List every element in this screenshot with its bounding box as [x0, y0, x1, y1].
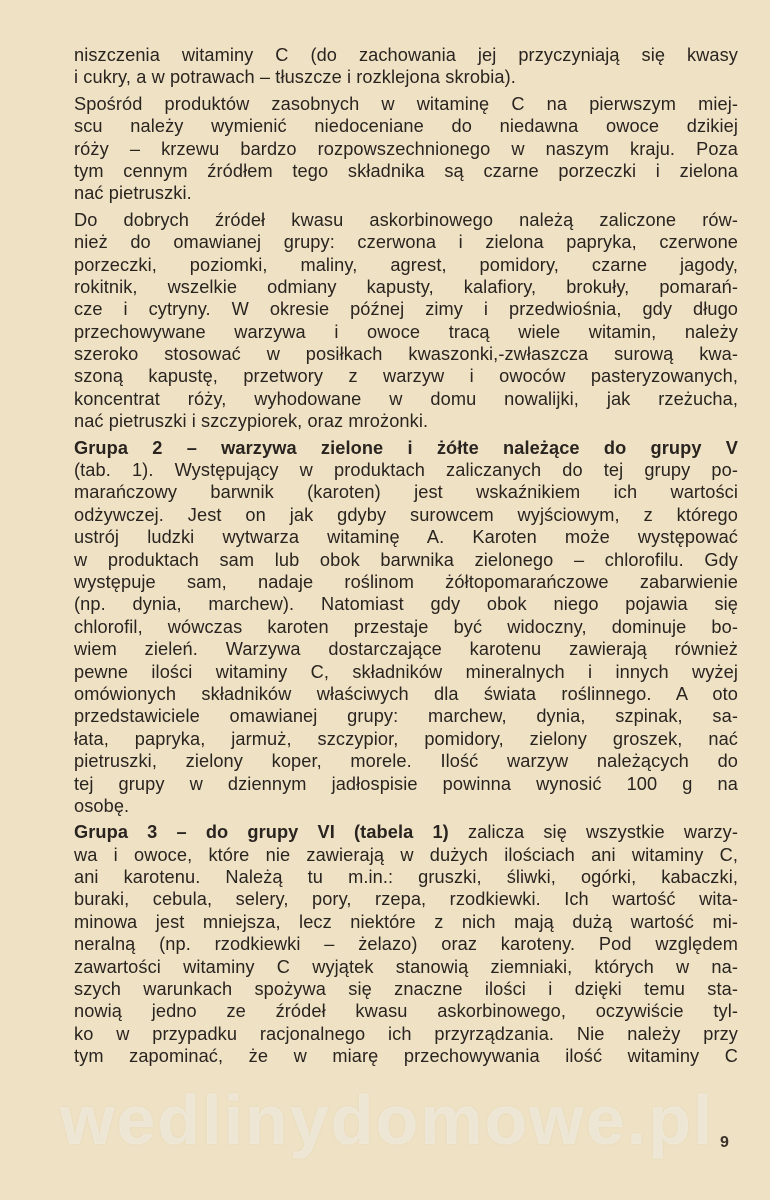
text-line: chlorofil, wówczas karoten przestaje być widoczny, dominuje bo-	[74, 616, 738, 637]
page-body	[74, 44, 738, 1072]
text-line: pietruszki, zielony koper, morele. Ilość warzyw należących do	[74, 751, 738, 772]
text-line: ustrój ludzki wytwarza witaminę A. Karoten może występować	[74, 527, 738, 548]
section-heading-line	[74, 821, 738, 843]
paragraph-2	[74, 93, 738, 205]
text-line: występuje sam, nadaje roślinom żółtopomarańczowe zabarwienie	[74, 571, 738, 592]
text-line: (np. dynia, marchew). Natomiast gdy obok niego pojawia się	[74, 594, 738, 615]
text-line: tym zapominać, że w miarę przechowywania ilość witaminy C	[74, 1046, 738, 1067]
section-group-3	[74, 821, 738, 1067]
text-line: róży – krzewu bardzo rozpowszechnionego w naszym kraju. Poza	[74, 138, 738, 159]
paragraph-1	[74, 44, 738, 89]
text-line: koncentrat róży, wyhodowane w domu nowalijki, jak rzeżucha,	[74, 388, 738, 409]
text-line: porzeczki, poziomki, maliny, agrest, pomidory, czarne jagody,	[74, 254, 738, 275]
text-line: nać pietruszki i szczypiorek, oraz mrożonki.	[74, 411, 429, 432]
text-line: ko w przypadku racjonalnego ich przyrządzania. Nie należy przy	[74, 1023, 738, 1044]
text-line: neralną (np. rzodkiewki – żelazo) oraz karoteny. Pod względem	[74, 934, 738, 955]
text-line: (tab. 1). Występujący w produktach zaliczanych do tej grupy po-	[74, 460, 738, 481]
text-line: tym cennym źródłem tego składnika są czarne porzeczki i zielona	[74, 160, 738, 181]
text-line: w produktach sam lub obok barwnika zielonego – chlorofilu. Gdy	[74, 549, 738, 570]
section-heading: Grupa 2 – warzywa zielone i żółte należące do grupy V	[74, 437, 738, 458]
text-line: pewne ilości witaminy C, składników mineralnych i innych wyżej	[74, 661, 738, 682]
text-line: wa i owoce, które nie zawierają w dużych ilościach ani witaminy C,	[74, 844, 738, 865]
page-number: 9	[720, 1134, 729, 1151]
text-line: buraki, cebula, selery, pory, rzepa, rzodkiewki. Ich wartość wita-	[74, 889, 738, 910]
text-line: rokitnik, wszelkie odmiany kapusty, kalafiory, brokuły, pomarań-	[74, 276, 738, 297]
text-line: odżywczej. Jest on jak gdyby surowcem wyjściowym, z którego	[74, 504, 738, 525]
text-line: cze i cytryny. W okresie późnej zimy i przedwiośnia, gdy długo	[74, 299, 738, 320]
text-line: nowią jedno ze źródeł kwasu askorbinowego, oczywiście tyl-	[74, 1001, 738, 1022]
section-heading: Grupa 3 – do grupy VI (tabela 1)	[74, 822, 449, 843]
text-line: szych warunkach spożywa się znaczne ilości i dzięki temu sta-	[74, 979, 738, 1000]
text-line: omówionych składników właściwych dla świata roślinnego. A oto	[74, 683, 738, 704]
text-line: osobę.	[74, 795, 130, 816]
paragraph-3	[74, 209, 738, 433]
text-line: nać pietruszki.	[74, 183, 192, 204]
text-line: łata, papryka, jarmuż, szczypior, pomidory, zielony groszek, nać	[74, 728, 738, 749]
text-line: scu należy wymienić niedoceniane do niedawna owoce dzikiej	[74, 116, 738, 137]
heading-continuation: zalicza się wszystkie warzy-	[467, 822, 739, 843]
text-line: Spośród produktów zasobnych w witaminę C na pierwszym miej-	[74, 93, 738, 114]
text-line: Do dobrych źródeł kwasu askorbinowego należą zaliczone rów-	[74, 209, 738, 230]
text-line: przechowywane warzywa i owoce tracą wiele witamin, należy	[74, 321, 738, 342]
text-line: i cukry, a w potrawach – tłuszcze i rozklejona skrobia).	[74, 67, 516, 88]
text-line: szoną kapustę, przetwory z warzyw i owoców pasteryzowanych,	[74, 366, 738, 387]
text-line: tej grupy w dziennym jadłospisie powinna wynosić 100 g na	[74, 773, 738, 794]
section-group-2	[74, 437, 738, 818]
text-line: marańczowy barwnik (karoten) jest wskaźnikiem ich wartości	[74, 482, 738, 503]
text-line: przedstawiciele omawianej grupy: marchew, dynia, szpinak, sa-	[74, 706, 738, 727]
watermark: wedlinydomowe.pl	[60, 1081, 715, 1159]
text-line: szeroko stosować w posiłkach kwaszonki,-zwłaszcza surową kwa-	[74, 344, 738, 365]
text-line: ani karotenu. Należą tu m.in.: gruszki, śliwki, ogórki, kabaczki,	[74, 867, 738, 888]
text-line: wiem zieleń. Warzywa dostarczające karotenu zawierają również	[74, 639, 738, 660]
text-line: zawartości witaminy C wyjątek stanowią ziemniaki, których w na-	[74, 956, 738, 977]
text-line: niszczenia witaminy C (do zachowania jej przyczyniają się kwasy	[74, 45, 738, 65]
text-line: minowa jest mniejsza, lecz niektóre z nich mają dużą wartość mi-	[74, 911, 738, 932]
text-line: nież do omawianej grupy: czerwona i zielona papryka, czerwone	[74, 232, 738, 253]
